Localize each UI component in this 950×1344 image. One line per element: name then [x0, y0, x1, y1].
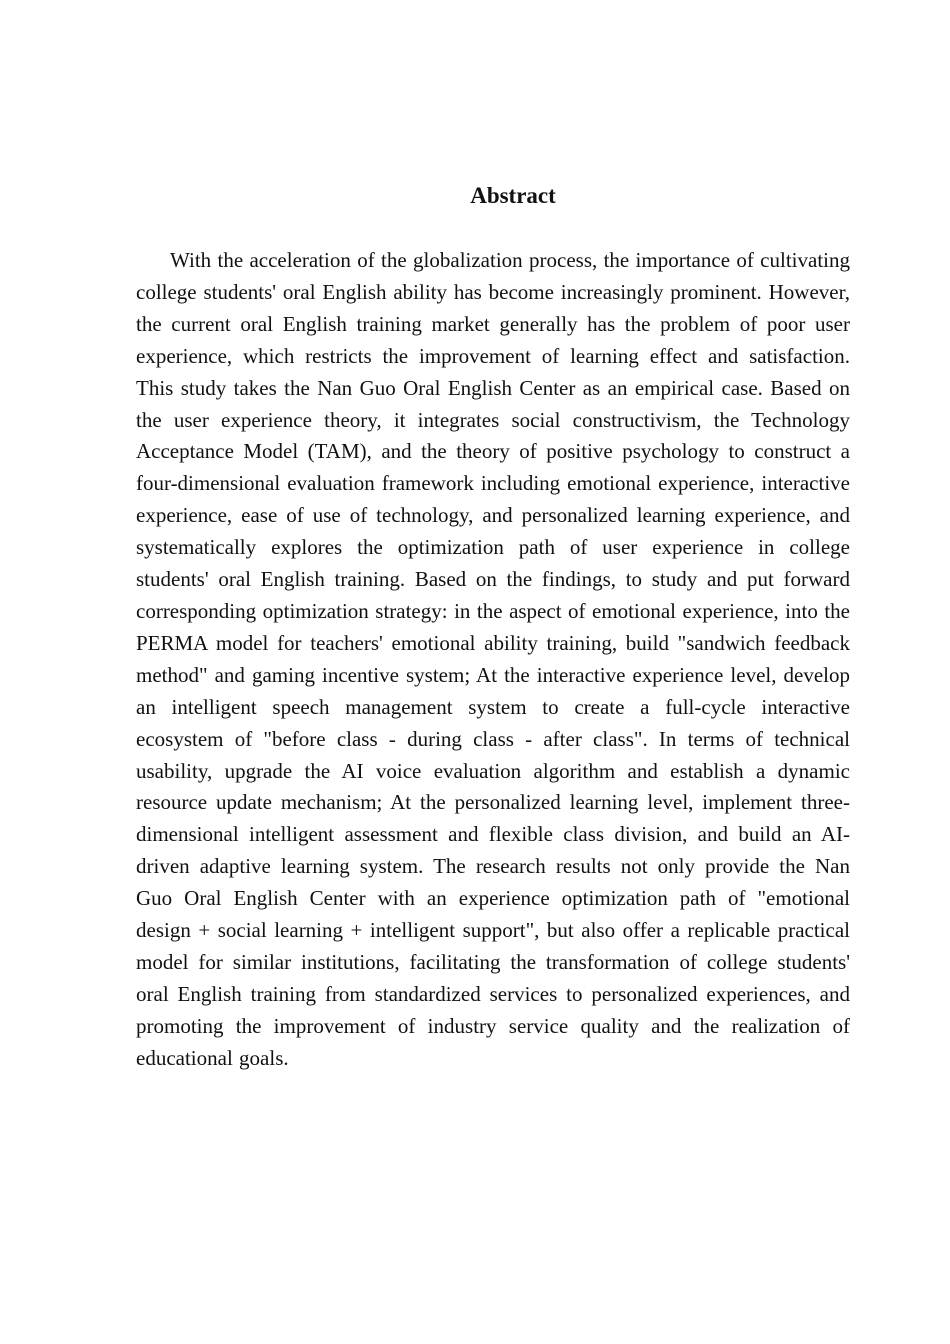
abstract-heading: Abstract	[470, 183, 556, 208]
abstract-paragraph: With the acceleration of the globalization process, the importance of cultivating college students' oral English ability has become increasingly prominent. However, the current oral English training market generally has the problem of poor user experience, which restricts the improvement of learning effect and satisfaction. This study takes the Nan Guo Oral English Center as an empirical case. Based on the user experience theory, it integrates social constructivism, the Technology Acceptance Model (TAM), and the theory of positive psychology to construct a four-dimensional evaluation framework including emotional experience, interactive experience, ease of use of technology, and personalized learning experience, and systematically explores the optimization path of user experience in college students' oral English training. Based on the findings, to study and put forward corresponding optimization strategy: in the aspect of emotional experience, into the PERMA model for teachers' emotional ability training, build "sandwich feedback method" and gaming incentive system; At the interactive experience level, develop an intelligent speech management system to create a full-cycle interactive ecosystem of "before class - during class - after class". In terms of technical usability, upgrade the AI voice evaluation algorithm and establish a dynamic resource update mechanism; At the personalized learning level, implement three-dimensional intelligent assessment and flexible class division, and build an AI-driven adaptive learning system. The research results not only provide the Nan Guo Oral English Center with an experience optimization path of "emotional design + social learning + intelligent support", but also offer a replicable practical model for similar institutions, facilitating the transformation of college students' oral English training from standardized services to personalized experiences, and promoting the improvement of industry service quality and the realization of educational goals.	[136, 248, 850, 1070]
